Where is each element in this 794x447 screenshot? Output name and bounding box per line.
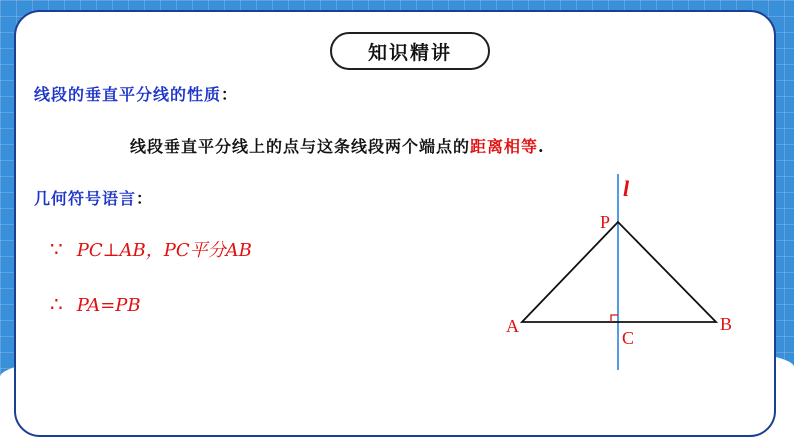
symbol-heading-colon: ： — [136, 189, 154, 208]
symbol-heading-text: 几何符号语言 — [34, 189, 137, 208]
conclusion-line — [50, 292, 141, 316]
therefore-symbol: ∴ — [50, 292, 63, 316]
slide-title: 知识精讲 — [330, 32, 490, 70]
right-angle-mark — [611, 315, 618, 322]
property-statement — [130, 134, 545, 157]
point-c-label: C — [622, 328, 635, 348]
point-a-label: A — [506, 316, 519, 336]
triangle-figure — [506, 172, 766, 372]
because-symbol: ∵ — [50, 237, 63, 261]
triangle-pab — [522, 222, 716, 322]
point-p-label: P — [600, 212, 611, 232]
given-line — [50, 236, 252, 262]
symbol-heading — [34, 186, 153, 209]
property-heading-text: 线段的垂直平分线的性质 — [34, 85, 222, 104]
property-heading-colon: ： — [221, 85, 239, 104]
content-card — [14, 10, 776, 437]
line-l-label: l — [623, 176, 630, 201]
statement-end: . — [538, 137, 545, 156]
conclusion-text: PA=PB — [76, 295, 141, 316]
given-text: PC⊥AB，PC平分AB — [76, 240, 252, 261]
point-b-label: B — [720, 314, 733, 334]
statement-highlight: 距离相等 — [470, 137, 539, 156]
statement-main: 线段垂直平分线上的点与这条线段两个端点的 — [130, 137, 471, 156]
property-heading — [34, 82, 238, 105]
